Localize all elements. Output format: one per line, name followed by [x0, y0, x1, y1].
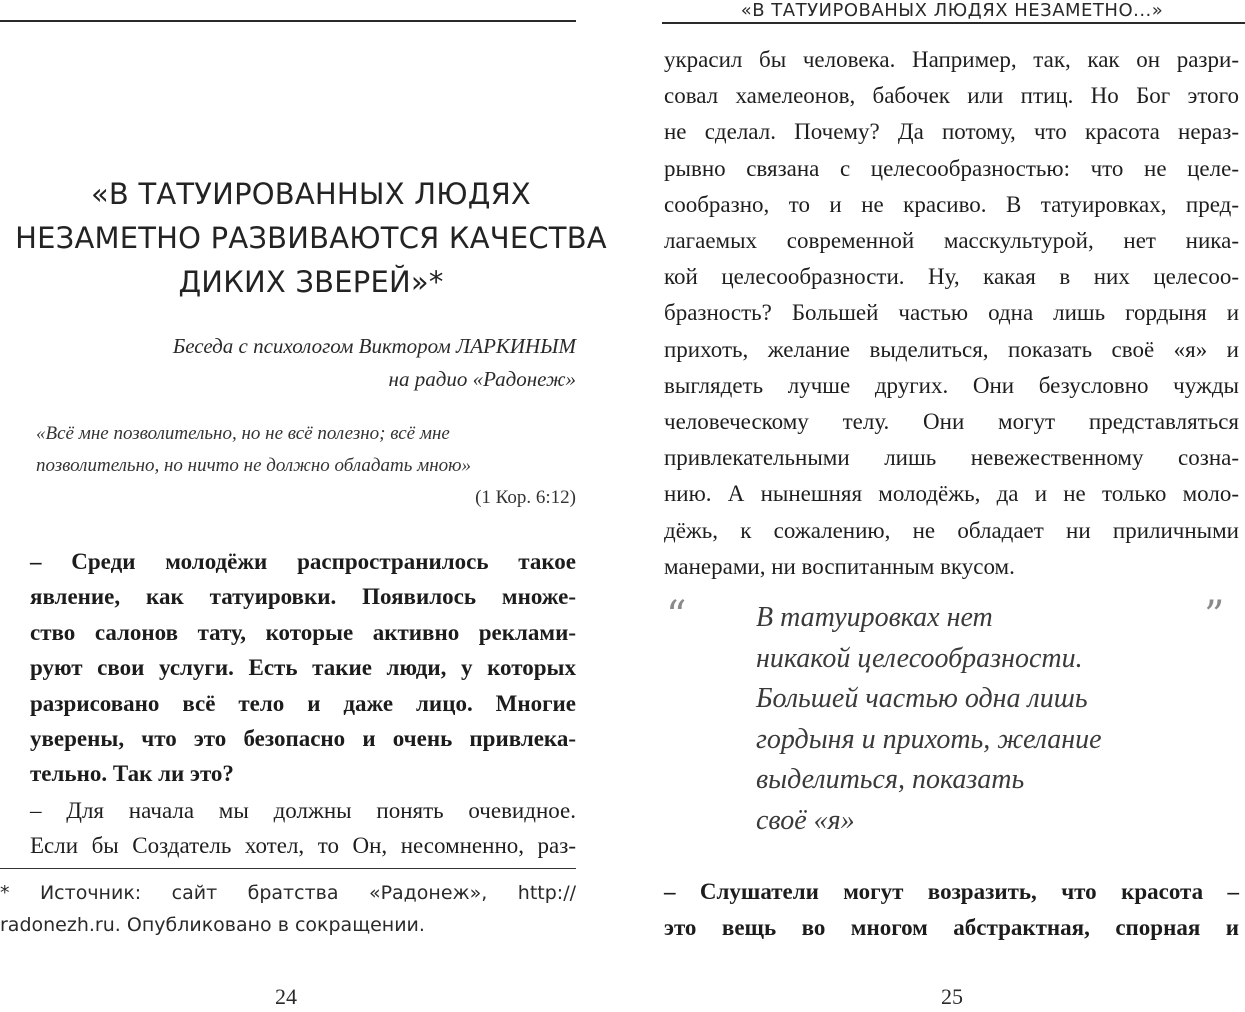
article-subtitle [60, 330, 576, 396]
interviewer-question-2 [664, 874, 1239, 946]
question-line: ство салонов тату, которые активно реклами- [30, 619, 576, 645]
footnote-line: radonezh.ru. Опубликовано в сокращении. [0, 914, 425, 936]
pull-quote-line: своё «я» [756, 804, 855, 836]
body-line: человеческому телу. Они могут представляться [664, 409, 1239, 435]
body-line: привлекательными лишь невежественному созна- [664, 445, 1239, 471]
left-page [0, 0, 622, 1008]
right-page [622, 0, 1245, 1008]
question-line: – Среди молодёжи распространилось такое [30, 549, 576, 574]
body-line: бразность? Большей частью одна лишь гордыня и [664, 300, 1239, 326]
question-line: это вещь во многом абстрактная, спорная и [664, 915, 1239, 940]
page-number-right: 25 [941, 984, 963, 1009]
pull-quote [756, 598, 1196, 841]
question-line: уверены, что это безопасно и очень привлека- [30, 726, 576, 752]
pull-quote-line: никакой целесообразности. [756, 642, 1083, 674]
body-text [664, 42, 1239, 585]
body-line: лагаемых современной масскультурой, нет ника- [664, 228, 1239, 254]
question-line: руют свои услуги. Есть такие люди, у которых [30, 655, 576, 681]
body-line: не сделал. Почему? Да потому, что красота нераз- [664, 119, 1239, 145]
title-line: «В ТАТУИРОВАННЫХ ЛЮДЯХ [90, 177, 531, 211]
body-line: рывно связана с целесообразностью: что не целе- [664, 155, 1239, 181]
epigraph [36, 418, 576, 482]
question-line: тельно. Так ли это? [30, 761, 234, 787]
article-title [0, 172, 622, 304]
body-line: прихоть, желание выделиться, показать своё «я» и [664, 336, 1239, 362]
question-line: явление, как татуировки. Появилось множе- [30, 584, 576, 610]
title-line: НЕЗАМЕТНО РАЗВИВАЮТСЯ КАЧЕСТВА [15, 221, 607, 255]
header-rule-right [662, 22, 1245, 24]
interviewer-question [30, 544, 576, 792]
body-line: манерами, ни воспитанным вкусом. [664, 553, 1015, 579]
pull-quote-line: Большей частью одна лишь [756, 683, 1088, 714]
running-head: «В ТАТУИРОВАНЫХ ЛЮДЯХ НЕЗАМЕТНО...» [740, 0, 1164, 21]
page-number-left: 24 [275, 984, 297, 1009]
body-line: выглядеть лучше других. Они безусловно чужды [664, 372, 1239, 398]
body-line: кой целесообразности. Ну, какая в них целесоо- [664, 264, 1239, 290]
body-line: нию. А нынешняя молодёжь, да и не только моло- [664, 481, 1239, 507]
subtitle-line: Беседа с психологом Виктором ЛАРКИНЫМ [172, 334, 576, 358]
epigraph-line: «Всё мне позволительно, но не всё полезно; всё мне [36, 423, 450, 444]
pull-quote-line: выделиться, показать [756, 764, 1025, 795]
footnote-rule [0, 868, 576, 869]
body-line: совал хамелеонов, бабочек или птиц. Но Бог этого [664, 83, 1239, 109]
epigraph-line: позволительно, но ничто не должно обладать мною» [36, 455, 472, 476]
answer-text [30, 793, 576, 863]
body-line: дёжь, к сожалению, не обладает ни приличными [664, 517, 1239, 543]
pull-quote-line: В татуировках нет [756, 602, 993, 633]
epigraph-reference: (1 Кор. 6:12) [475, 487, 576, 508]
footnote-line: * Источник: сайт братства «Радонеж», http:// [0, 882, 576, 904]
body-line: украсил бы человека. Например, так, как он разри- [664, 47, 1239, 72]
pull-quote-line: гордыня и прихоть, желание [756, 723, 1102, 755]
question-line: – Слушатели могут возразить, что красота – [664, 879, 1239, 904]
answer-line: Если бы Создатель хотел, то Он, несомненно, раз- [30, 833, 576, 858]
close-quote-mark: ” [1204, 593, 1225, 639]
title-line: ДИКИХ ЗВЕРЕЙ»* [178, 265, 444, 299]
answer-line: – Для начала мы должны понять очевидное. [30, 798, 576, 823]
header-rule-left [0, 20, 576, 22]
body-line: сообразно, то и не красиво. В татуировках, пред- [664, 191, 1239, 217]
question-line: разрисовано всё тело и даже лицо. Многие [30, 690, 576, 716]
footnote [0, 877, 576, 941]
subtitle-line: на радио «Радонеж» [388, 367, 576, 391]
open-quote-mark: “ [666, 593, 687, 639]
